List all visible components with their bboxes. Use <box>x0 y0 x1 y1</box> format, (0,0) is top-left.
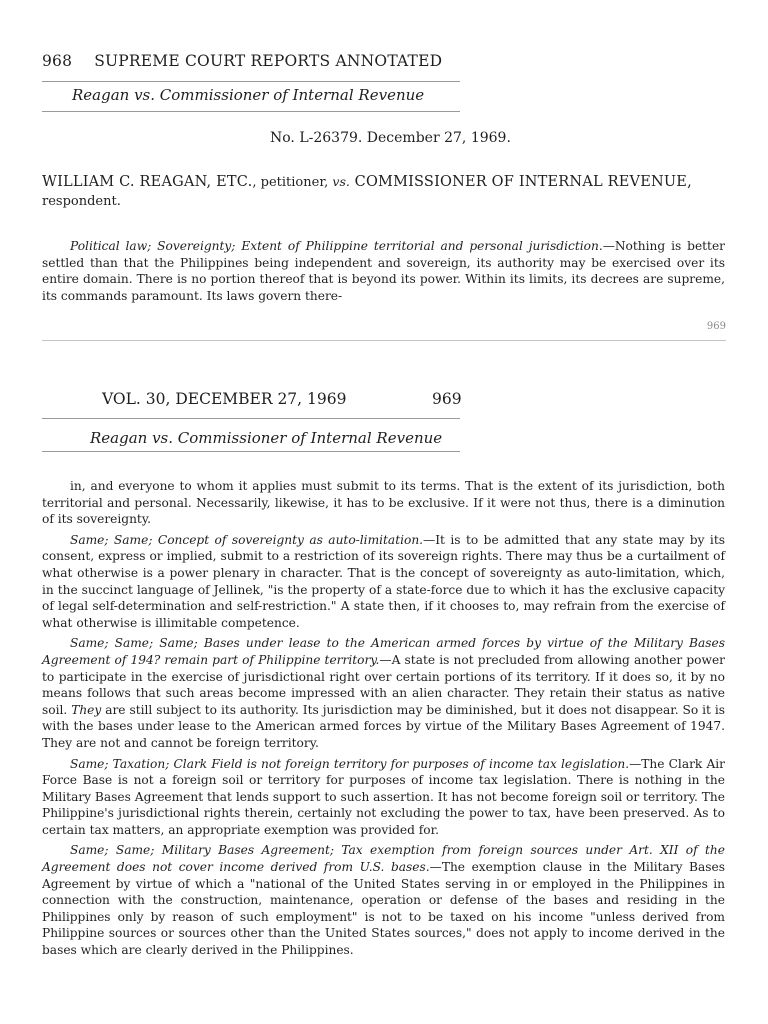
continuation-paragraph: in, and everyone to whom it applies must submit to its terms. That is the extent of its jurisdiction, both territorial and personal. Necessarily, likewise, it has to be exclusive. If it were not thus, there is a diminution of its sovereignty. <box>42 479 725 527</box>
header-rule <box>42 418 460 419</box>
syllabus-text: are still subject to its authority. Its jurisdiction may be diminished, but it does not disappear. So it is with the bases under lease to the American armed forces by virtue of the Military Bases Agreement of 1947. They are not and cannot be foreign territory. <box>42 702 725 750</box>
volume-header: VOL. 30, DECEMBER 27, 1969 <box>102 390 347 408</box>
reporter-title: SUPREME COURT REPORTS ANNOTATED <box>94 52 443 70</box>
docket-number: No. L-26379. December 27, 1969. <box>270 130 511 146</box>
case-parties <box>42 172 726 211</box>
header-rule <box>42 81 460 82</box>
page-number: 968 <box>42 52 73 70</box>
respondent-name: COMMISSIONER OF INTERNAL REVENUE, <box>349 174 692 190</box>
case-subtitle: Reagan vs. Commissioner of Internal Revenue <box>90 429 443 447</box>
syllabus-heading: Same; Same; Military Bases Agreement; Tax exemption from foreign sources under Art. XII of the Agreement does not cover income derived from U.S. bases. <box>42 843 725 875</box>
petitioner-role: , petitioner, <box>252 175 333 190</box>
subtitle-rule <box>42 451 460 452</box>
next-page-marker: 969 <box>706 321 726 332</box>
syllabus-text: —The Clark Air Force Base is not a foreign soil or territory for purposes of income tax legislation. There is nothing in the Military Bases Agreement that lends support to such assertion. It has not become foreign soil or territory. The Philippine's jurisdictional rights therein, certainly not excluding the power to tax, have been preserved. As to certain tax matters, an appropriate exemption was provided for. <box>42 756 725 837</box>
syllabus-heading: Same; Taxation; Clark Field is not foreign territory for purposes of income tax legislation. <box>70 756 630 771</box>
page-number: 969 <box>432 390 462 408</box>
case-subtitle: Reagan vs. Commissioner of Internal Revenue <box>72 86 425 104</box>
emphasis: They <box>71 702 102 717</box>
respondent-role: respondent. <box>42 194 121 209</box>
syllabus-paragraph <box>42 532 725 632</box>
page-divider <box>42 340 726 341</box>
versus: vs. <box>332 174 350 189</box>
syllabus-heading: Same; Same; Concept of sovereignty as auto-limitation. <box>70 532 424 547</box>
syllabus-heading: Political law; Sovereignty; Extent of Philippine territorial and personal jurisdiction. <box>70 239 603 253</box>
syllabus-text: —Nothing is better settled than that the Philippines being independent and sovereign, its authority may be exercised over its entire domain. There is no portion thereof that is beyond its power. Within its limits, its decrees are supreme, its commands paramount. Its laws govern there- <box>42 239 725 303</box>
syllabus-paragraph <box>42 238 725 304</box>
syllabus-heading: Same; Same; Same; Bases under lease to the American armed forces by virtue of the Military Bases Agreement of 194? remain part of Philippine territory. <box>42 636 725 667</box>
subtitle-rule <box>42 111 460 112</box>
page-body <box>42 478 725 963</box>
syllabus-paragraph <box>42 756 725 839</box>
syllabus-text: —A state is not precluded from allowing another power to participate in the exercise of jurisdictional right over certain portions of its territory. If it does so, it by no means follows that such areas become impressed with an alien character. They retain their status as native soil. <box>42 652 725 717</box>
page-header <box>42 52 442 70</box>
syllabus-text: —The exemption clause in the Military Bases Agreement by virtue of which a "national of the United States serving in or employed in the Philippines in connection with the construction, maintenance, operation or defense of the bases and residing in the Philippines only by reason of such employment" is not to be taxed on his income "unless derived from Philippine sources or sources other than the United States sources," does not apply to income derived in the bases which are clearly derived in the Philippines. <box>42 860 726 958</box>
petitioner-name: WILLIAM C. REAGAN, ETC. <box>42 174 253 190</box>
syllabus-paragraph <box>42 635 725 751</box>
syllabus-paragraph <box>42 842 725 958</box>
syllabus-text: —It is to be admitted that any state may by its consent, express or implied, submit to a restriction of its sovereign rights. There may thus be a curtailment of what otherwise is a power plenary in character. That is the concept of sovereignty as auto-limitation, which, in the succinct language of Jellinek, "is the property of a state-force due to which it has the exclusive capacity of legal self-determination and self-restriction." A state then, if it chooses to, may refrain from the exercise of what otherwise is illimitable competence. <box>42 532 725 630</box>
